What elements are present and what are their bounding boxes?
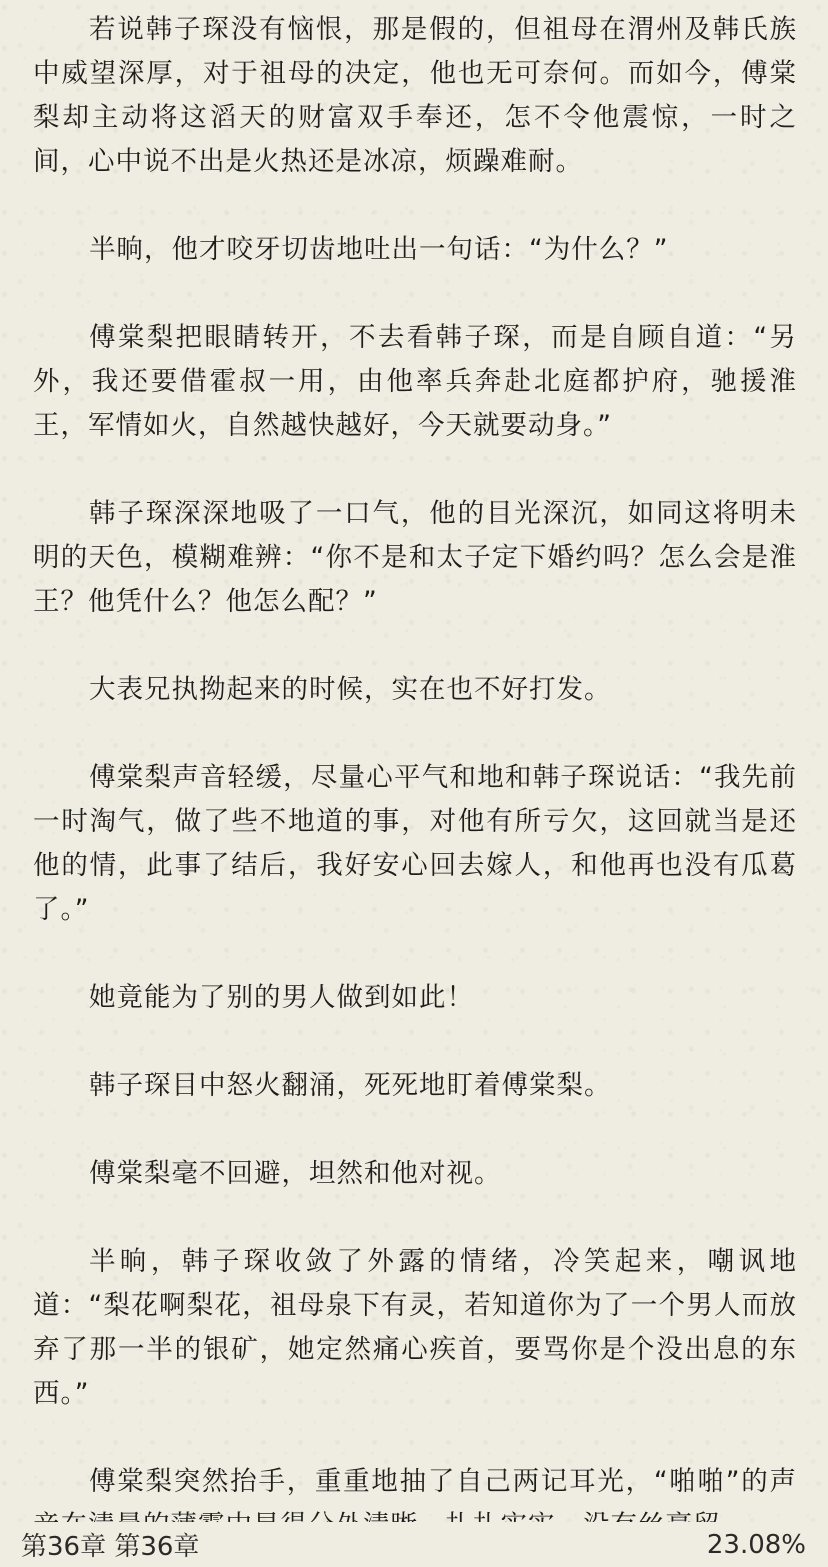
- chapter-title: 第36章 第36章: [21, 1532, 200, 1562]
- paragraph: 半晌，他才咬牙切齿地吐出一句话：“为什么？”: [89, 234, 669, 265]
- paragraph: 大表兄执拗起来的时候，实在也不好打发。: [89, 674, 612, 705]
- paragraph: 傅棠梨声音轻缓，尽量心平气和地和韩子琛说话：“我先前一时淘气，做了些不地道的事，对他有所亏欠，这回就当是还他的情，此事了结后，我好安心回去嫁人，和他再也没有瓜葛了。”: [33, 762, 797, 925]
- paragraph: 半晌，韩子琛收敛了外露的情绪，冷笑起来，嘲讽地道：“梨花啊梨花，祖母泉下有灵，若知道你为了一个男人而放弃了那一半的银矿，她定然痛心疾首，要骂你是个没出息的东西。”: [33, 1246, 797, 1409]
- reading-area[interactable]: [33, 8, 797, 1522]
- paragraph: 若说韩子琛没有恼恨，那是假的，但祖母在渭州及韩氏族中威望深厚，对于祖母的决定，他也无可奈何。而如今，傅棠梨却主动将这滔天的财富双手奉还，怎不令他震惊，一时之间，心中说不出是火热还是冰凉，烦躁难耐。: [33, 14, 797, 177]
- status-bar: [0, 1522, 828, 1567]
- paragraph: 傅棠梨把眼睛转开，不去看韩子琛，而是自顾自道：“另外，我还要借霍叔一用，由他率兵奔赴北庭都护府，驰援淮王，军情如火，自然越快越好，今天就要动身。”: [33, 322, 797, 441]
- reading-progress: 23.08%: [706, 1529, 806, 1560]
- paragraph: 她竟能为了别的男人做到如此！: [89, 982, 474, 1013]
- paragraph: 韩子琛深深地吸了一口气，他的目光深沉，如同这将明未明的天色，模糊难辨：“你不是和太子定下婚约吗？怎么会是淮王？他凭什么？他怎么配？”: [33, 498, 797, 617]
- paragraph: 傅棠梨毫不回避，坦然和他对视。: [89, 1158, 502, 1189]
- paragraph: 傅棠梨突然抬手，重重地抽了自己两记耳光，“啪啪”的声: [89, 1466, 797, 1497]
- paragraph: 韩子琛目中怒火翻涌，死死地盯着傅棠梨。: [89, 1070, 612, 1101]
